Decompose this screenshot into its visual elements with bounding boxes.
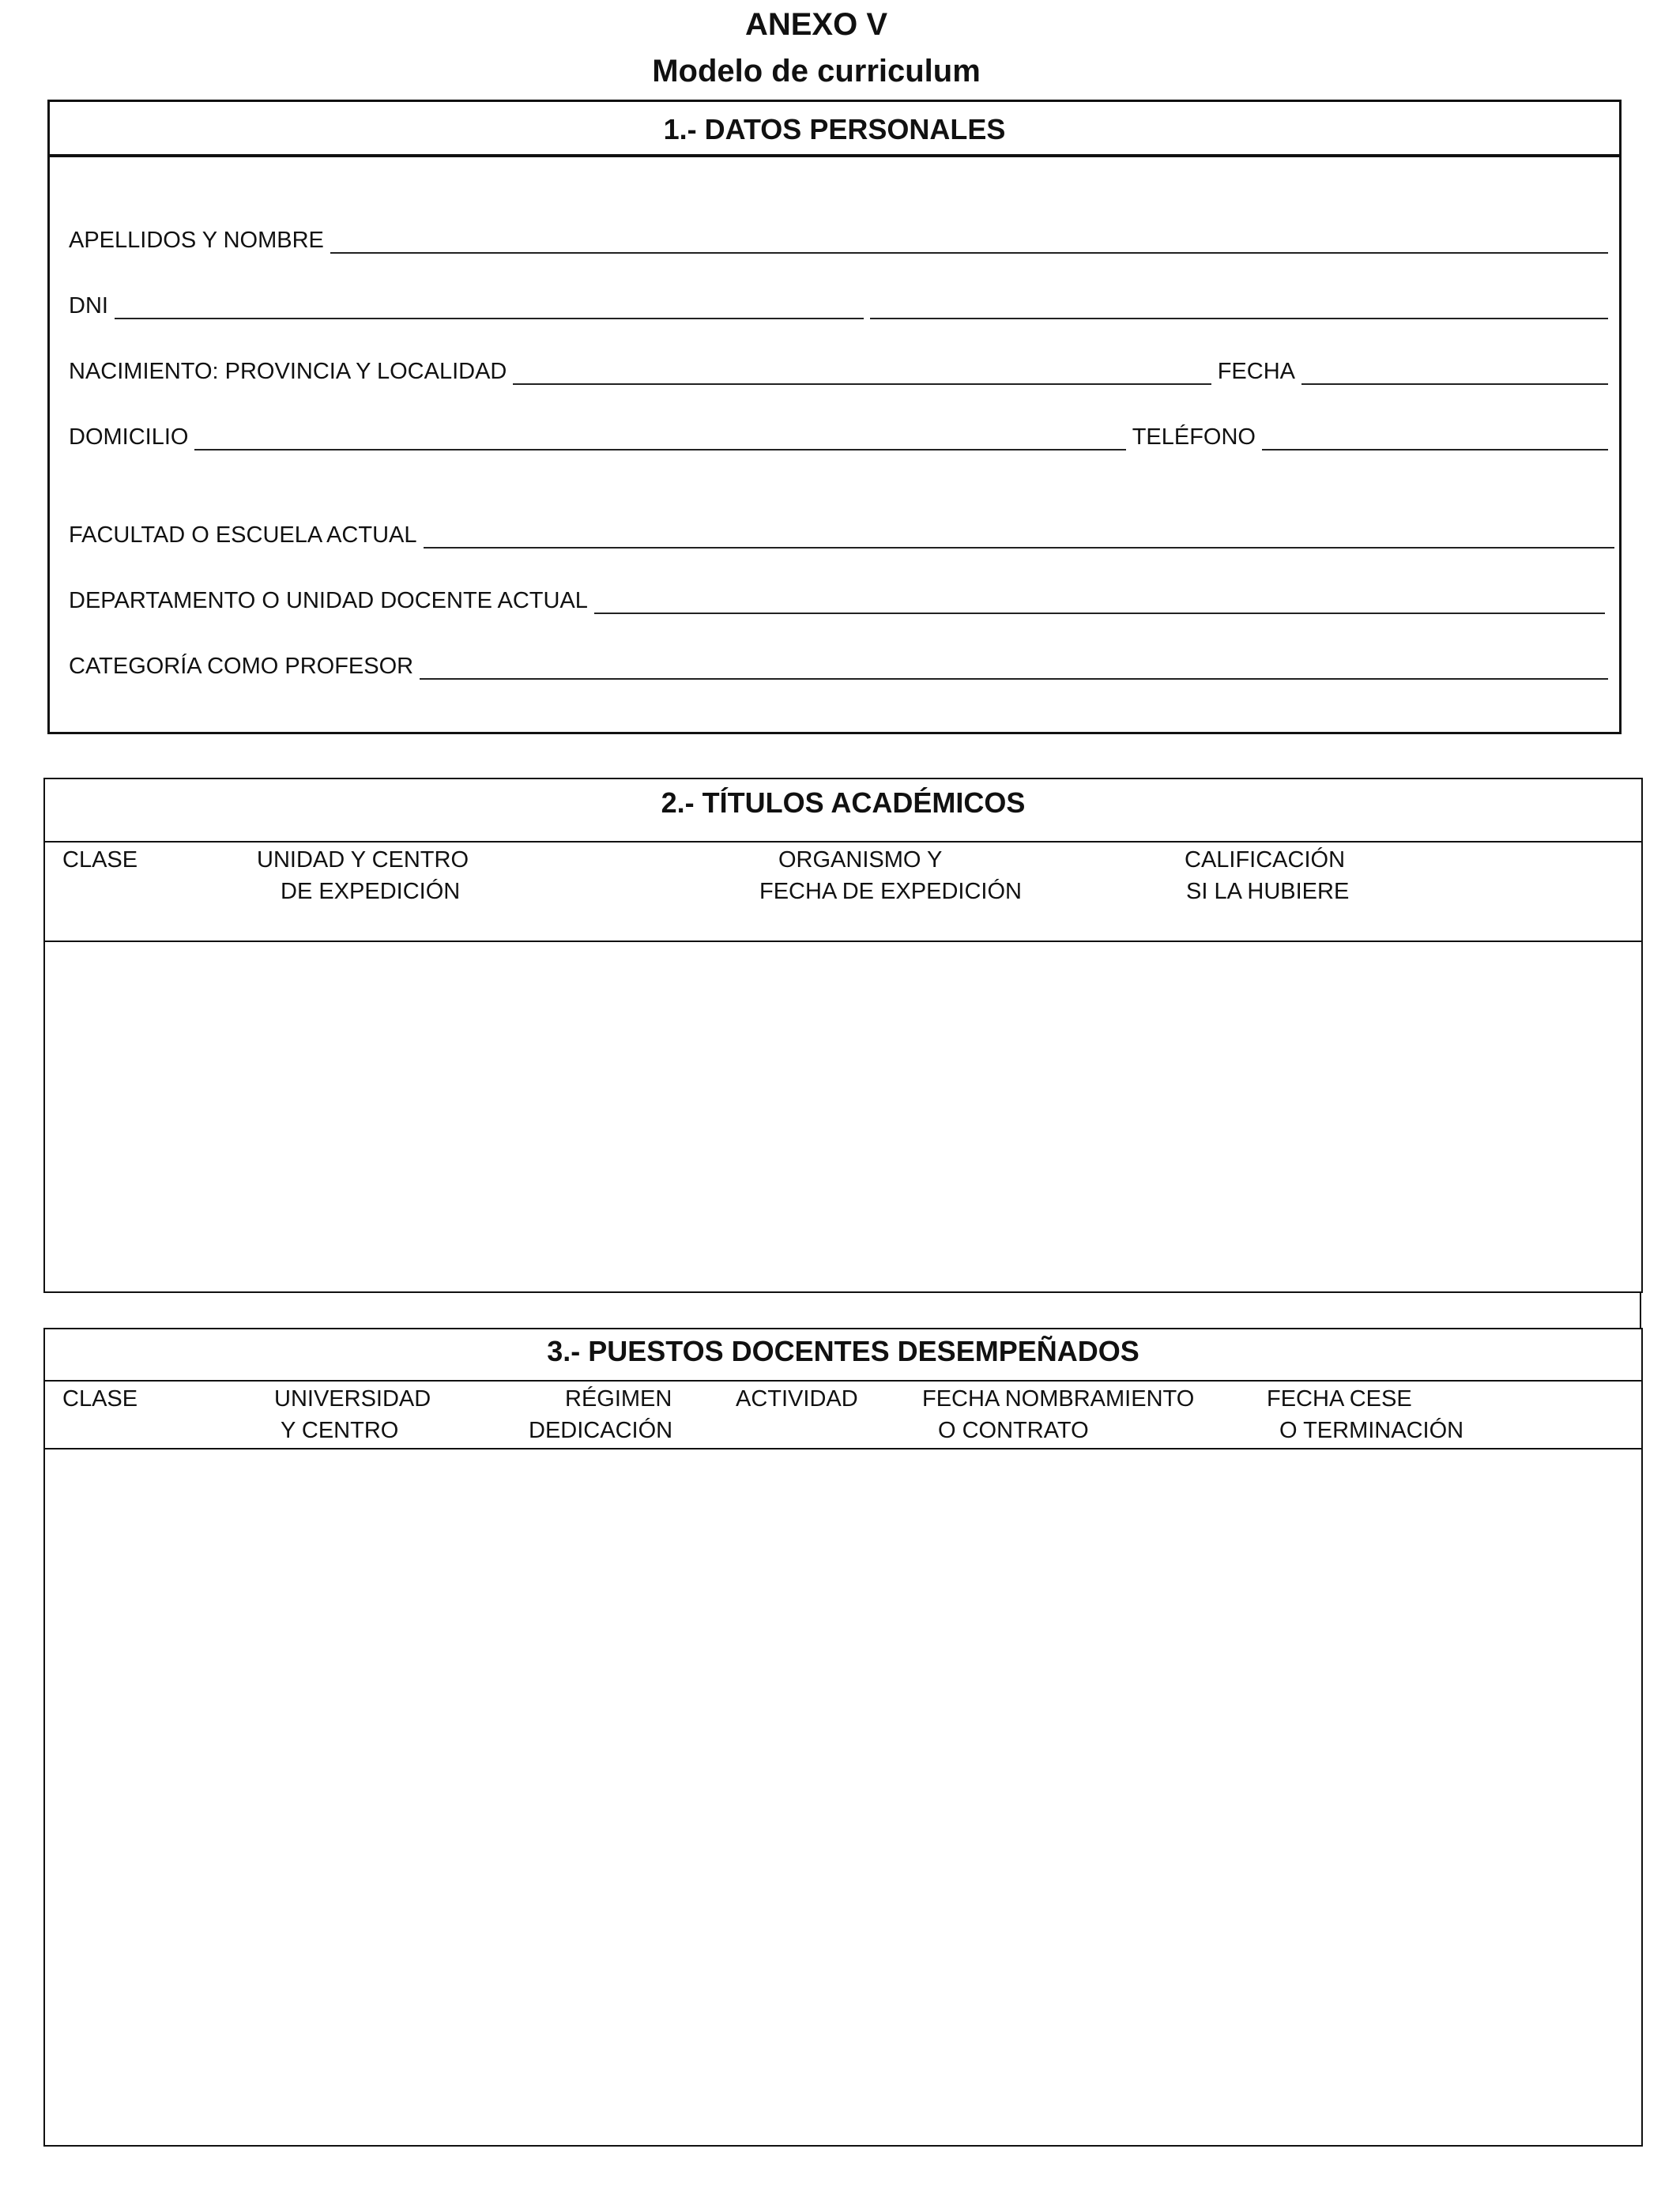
field-facultad[interactable] xyxy=(69,517,1614,548)
column-organismo-line1: ORGANISMO Y xyxy=(778,847,943,873)
column-regimen-line1: RÉGIMEN xyxy=(565,1386,672,1412)
section-divider-tail xyxy=(1640,1293,1643,1328)
label-domicilio: DOMICILIO xyxy=(69,424,189,450)
label-apellidos-nombre: APELLIDOS Y NOMBRE xyxy=(69,228,324,253)
page-title: ANEXO V xyxy=(744,7,888,42)
input-line-apellidos-nombre[interactable] xyxy=(330,228,1608,254)
section-title-puestos-docentes: 3.- PUESTOS DOCENTES DESEMPEÑADOS xyxy=(45,1329,1641,1382)
column-calificacion-line2: SI LA HUBIERE xyxy=(1186,879,1350,904)
input-line-facultad[interactable] xyxy=(424,523,1615,548)
field-categoria[interactable] xyxy=(69,648,1608,680)
field-nacimiento[interactable] xyxy=(69,353,1608,385)
column-organismo-line2: FECHA DE EXPEDICIÓN xyxy=(759,879,1022,904)
field-departamento[interactable] xyxy=(69,582,1605,614)
input-line-nacimiento[interactable] xyxy=(513,360,1211,385)
input-line-domicilio[interactable] xyxy=(194,425,1125,450)
input-line-dni[interactable] xyxy=(115,294,864,319)
input-line-categoria[interactable] xyxy=(420,654,1608,680)
section-title-titulos-academicos: 2.- TÍTULOS ACADÉMICOS xyxy=(45,779,1641,843)
column-nombramiento-line2: O CONTRATO xyxy=(938,1418,1089,1443)
label-facultad: FACULTAD O ESCUELA ACTUAL xyxy=(69,522,417,548)
input-line-telefono[interactable] xyxy=(1262,425,1608,450)
column-cese-line2: O TERMINACIÓN xyxy=(1279,1418,1464,1443)
column-universidad-line2: Y CENTRO xyxy=(281,1418,399,1443)
column-calificacion-line1: CALIFICACIÓN xyxy=(1185,847,1346,873)
section-puestos-docentes xyxy=(43,1328,1643,2147)
column-clase: CLASE xyxy=(62,847,138,873)
column-clase: CLASE xyxy=(62,1386,138,1412)
column-regimen-line2: DEDICACIÓN xyxy=(529,1418,673,1443)
field-apellidos-nombre[interactable] xyxy=(69,222,1608,254)
label-fecha: FECHA xyxy=(1217,359,1295,384)
column-universidad-line1: UNIVERSIDAD xyxy=(274,1386,431,1412)
column-cese-line1: FECHA CESE xyxy=(1267,1386,1412,1412)
column-unidad-centro-line2: DE EXPEDICIÓN xyxy=(281,879,461,904)
label-nacimiento: NACIMIENTO: PROVINCIA Y LOCALIDAD xyxy=(69,359,507,384)
page-subtitle: Modelo de curriculum xyxy=(652,54,981,89)
label-dni: DNI xyxy=(69,293,108,319)
input-line-fecha[interactable] xyxy=(1301,360,1608,385)
column-actividad: ACTIVIDAD xyxy=(736,1386,858,1412)
field-domicilio[interactable] xyxy=(69,419,1608,450)
puestos-entry-area[interactable] xyxy=(45,1449,1641,2145)
section-title-datos-personales: 1.- DATOS PERSONALES xyxy=(50,102,1619,157)
field-dni[interactable] xyxy=(69,288,1608,319)
input-line-departamento[interactable] xyxy=(594,589,1605,614)
section-titulos-academicos xyxy=(43,778,1643,1293)
column-nombramiento-line1: FECHA NOMBRAMIENTO xyxy=(922,1386,1195,1412)
label-departamento: DEPARTAMENTO O UNIDAD DOCENTE ACTUAL xyxy=(69,588,588,613)
label-categoria: CATEGORÍA COMO PROFESOR xyxy=(69,654,414,679)
titulos-entry-area[interactable] xyxy=(45,942,1641,1291)
label-telefono: TELÉFONO xyxy=(1132,424,1256,450)
column-unidad-centro-line1: UNIDAD Y CENTRO xyxy=(257,847,469,873)
section-datos-personales xyxy=(47,100,1622,734)
input-line-dni-extra[interactable] xyxy=(870,294,1608,319)
